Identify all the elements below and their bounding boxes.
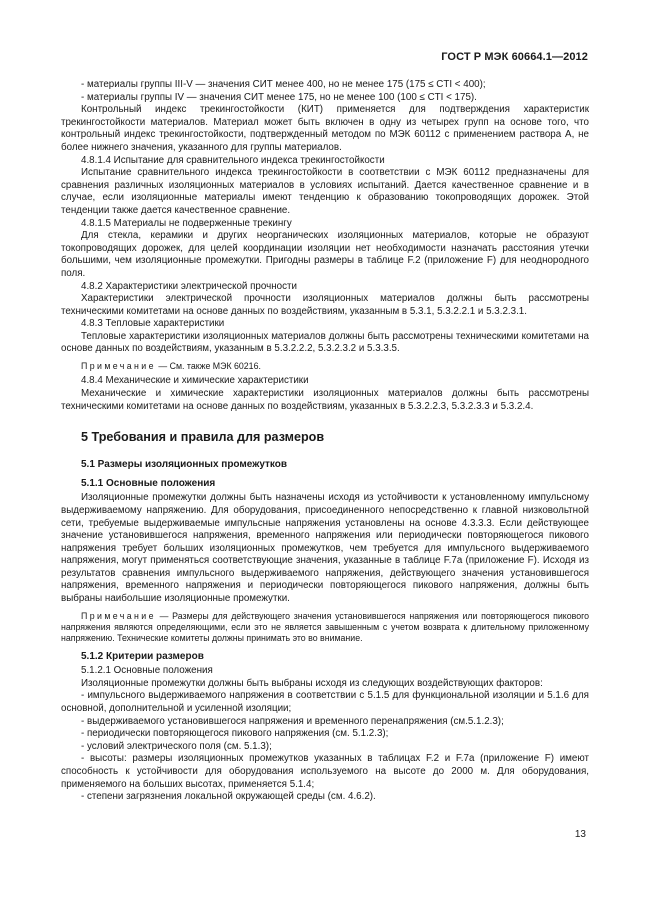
document-body [61, 79, 589, 804]
paragraph: Изоляционные промежутки должны быть выбраны исходя из следующих воздействующих факторов: [81, 677, 543, 689]
subsection-title: 4.8.2 Характеристики электрической прочности [81, 280, 297, 292]
list-item: - периодически повторяющегося пикового напряжения (см. 5.1.2.3); [81, 728, 389, 740]
list-item: - выдерживаемого установившегося напряжения и временного перенапряжения (см.5.1.2.3); [81, 715, 504, 727]
note [61, 611, 589, 645]
subsection-title: 5.1.2.1 Основные положения [81, 665, 213, 677]
subsection-heading: 5.1.1 Основные положения [81, 477, 216, 489]
paragraph: Контрольный индекс трекингостойкости (КИТ) применяется для подтверждения характеристик трекингостойкости материалов. Материал может быть включен в одну из четырех групп на основе того, что контрольный индекс трекингостойкости, подтвержденный методом по МЭК 60112 с применением раствора А, не более нижнего значения, указанного для группы материалов. [61, 104, 589, 153]
list-item: - импульсного выдерживаемого напряжения в соответствии с 5.1.5 для функциональной изоляции и 5.1.6 для основной, дополнительной и усиленной изоляции; [61, 690, 589, 714]
section-heading: 5 Требования и правила для размеров [81, 430, 325, 445]
subsection-title: 4.8.3 Тепловые характеристики [81, 318, 225, 330]
note [61, 361, 589, 372]
page-number: 13 [574, 829, 586, 840]
subsection-heading: 5.1.2 Критерии размеров [81, 650, 204, 662]
paragraph: Изоляционные промежутки должны быть назначены исходя из устойчивости к установленному импульсному выдерживаемому напряжению. Для оборудования, присоединенного непосредственно к главной низковольтной сети, требуемые выдерживаемые импульсные напряжения установлены на основе 4.3.3.3. Если действующее значение установившегося напряжения, временного напряжения или периодически повторяющегося пикового напряжения требует больших изоляционных промежутков, чем требуется для импульсного выдерживаемого напряжения, могут применяться соответствующие значения, указанные в таблице F.7a (приложение F). Исходя из результатов сравнения импульсного выдерживаемого напряжения, действующего значения установившегося напряжения, временного напряжения и периодически повторяющегося пикового напряжения, должны быть выбраны наибольшие изоляционные промежутки. [61, 492, 589, 605]
paragraph: - материалы группы III-V — значения СИТ менее 400, но не менее 175 (175 ≤ CTI < 400); [81, 79, 486, 90]
subsection-heading: 5.1 Размеры изоляционных промежутков [81, 459, 288, 471]
paragraph: Тепловые характеристики изоляционных материалов должны быть рассмотрены техническими комитетами на основе данных по воздействиям, указанным в 5.3.2.2.2, 5.3.2.3.2 и 5.3.3.5. [61, 330, 589, 355]
paragraph: Для стекла, керамики и других неорганических изоляционных материалов, которые не образуют токопроводящих дорожек, для целей координации изоляции нет необходимости назначать расстояния утечки большими, чем изоляционные промежутки. Пригодны размеры в таблице F.2 (приложение F) для неоднородного поля. [61, 230, 589, 279]
subsection-title: 4.8.4 Механические и химические характеристики [81, 375, 309, 387]
paragraph: - материалы группы IV — значения СИТ менее 175, но не менее 100 (100 ≤ CTI < 175). [81, 91, 477, 103]
note-label: Примечание [81, 361, 156, 372]
paragraph: Испытание сравнительного индекса трекингостойкости в соответствии с МЭК 60112 предназначены для сравнения различных изоляционных материалов в условиях испытаний. Дается качественное сравнение и в случае, если изоляционные материалы имеют тенденцию к образованию токопроводящих дорожек. Этой тенденции также дается качественное сравнение. [61, 167, 589, 216]
list-item: - высоты: размеры изоляционных промежутков указанных в таблицах F.2 и F.7а (приложение F) имеют способность к устойчивости для оборудования используемого на высоте до 2000 м. Для оборудования, применяемого на больших высотах, применяется 5.1.4; [61, 753, 589, 790]
note-text: — См. также МЭК 60216. [155, 361, 261, 372]
paragraph: Характеристики электрической прочности изоляционных материалов должны быть рассмотрены техническими комитетами на основе данных по воздействиям, указанным в 5.3.1, 5.3.2.2.1 и 5.3.2.3.1. [61, 293, 589, 317]
list-item: - условий электрического поля (см. 5.1.3); [81, 740, 272, 752]
note-text: — Размеры для действующего значения установившегося напряжения или повторяющегося пикового напряжения являются определяющими, если это не является завышенным с учетом возврата к длительному приложенному напряжению. Технические комитеты должны принимать это во внимание. [61, 610, 589, 644]
note-label: Примечание [81, 610, 156, 621]
list-item: - степени загрязнения локальной окружающей среды (см. 4.6.2). [81, 791, 376, 803]
paragraph: Механические и химические характеристики изоляционных материалов должны быть рассмотрены техническими комитетами на основе данных по воздействиям, указанных в 5.3.2.2.3, 5.3.2.3.3 и 5.3.2.4. [61, 387, 589, 412]
subsection-title: 4.8.1.5 Материалы не подверженные трекингу [81, 217, 292, 229]
subsection-title: 4.8.1.4 Испытание для сравнительного индекса трекингостойкости [81, 154, 385, 166]
standard-header: ГОСТ Р МЭК 60664.1—2012 [441, 51, 588, 63]
